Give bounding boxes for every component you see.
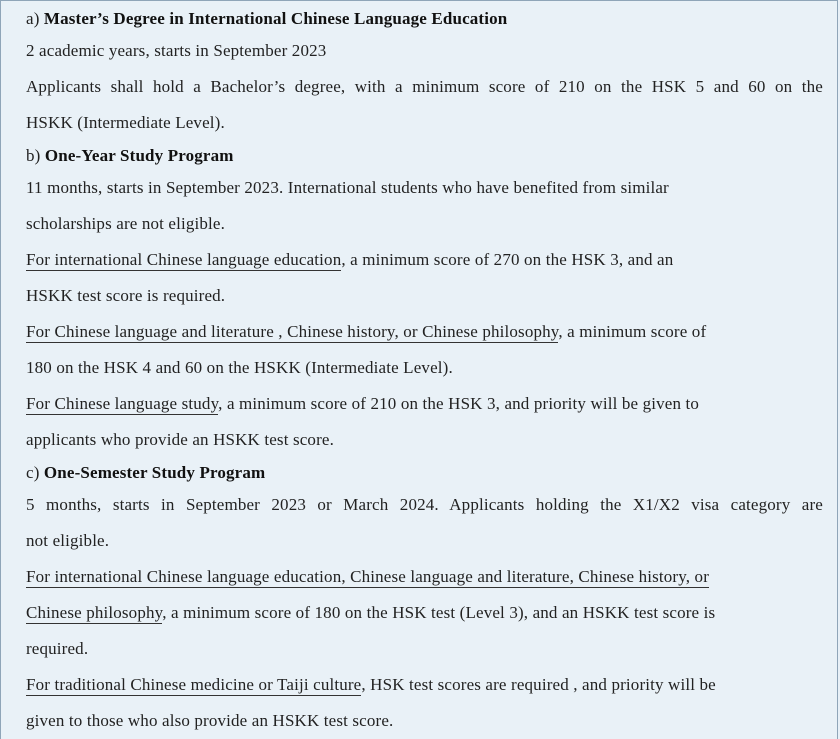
section-c-req-2-link[interactable]: For traditional Chinese medicine or Taiji culture — [26, 675, 362, 694]
section-a-prefix: a) — [26, 9, 44, 28]
section-c-title: One-Semester Study Program — [43, 463, 266, 482]
section-c-req-1-text: , a minimum score of 180 on the HSK test (Level 3), and an HSKK test score is — [162, 603, 716, 622]
section-b-heading — [26, 141, 823, 170]
section-b-req-2-line-2: 180 on the HSK 4 and 60 on the HSKK (Intermediate Level). — [26, 358, 453, 377]
section-b-req-1-line-2: HSKK test score is required. — [26, 286, 226, 305]
section-c-req-2-line-2: given to those who also provide an HSKK test score. — [26, 711, 394, 730]
section-a-heading — [26, 4, 823, 33]
section-c-req-1-line-2 — [26, 595, 823, 631]
section-c-heading — [26, 458, 823, 487]
section-c-prefix: c) — [26, 463, 44, 482]
section-c-req-1-line-3: required. — [26, 639, 89, 658]
section-b-req-3-line-2: applicants who provide an HSKK test score. — [26, 430, 334, 449]
section-b-prefix: b) — [26, 146, 45, 165]
section-a-duration: 2 academic years, starts in September 2023 — [26, 41, 327, 60]
section-b-duration-line-1: 11 months, starts in September 2023. International students who have benefited from similar — [26, 178, 669, 197]
section-c-duration-line-1: 5 months, starts in September 2023 or March 2024. Applicants holding the X1/X2 visa category are — [26, 495, 823, 514]
section-b-req-3-line-1 — [26, 386, 823, 422]
section-b-req-3-text: , a minimum score of 210 on the HSK 3, and priority will be given to — [218, 394, 700, 413]
section-b-title: One-Year Study Program — [44, 146, 234, 165]
section-c-req-1-link-part-1[interactable]: For international Chinese language education, Chinese language and literature, Chinese history, or — [26, 567, 710, 586]
section-a-title: Master’s Degree in International Chinese Language Education — [43, 9, 508, 28]
section-c-req-2-text: , HSK test scores are required , and priority will be — [361, 675, 716, 694]
section-c-req-1-link-part-2[interactable]: Chinese philosophy — [26, 603, 163, 622]
section-b-req-1-line-1 — [26, 242, 823, 278]
section-b-duration-line-2: scholarships are not eligible. — [26, 214, 226, 233]
section-a-requirement-line-2: HSKK (Intermediate Level). — [26, 113, 225, 132]
section-a-requirement-line-1: Applicants shall hold a Bachelor’s degree, with a minimum score of 210 on the HSK 5 and 60 on the — [26, 77, 823, 96]
section-b-req-2-text: , a minimum score of — [558, 322, 707, 341]
section-c-req-1-line-1 — [26, 559, 823, 595]
section-b-req-1-link[interactable]: For international Chinese language education — [26, 250, 342, 269]
section-b-req-2-link[interactable]: For Chinese language and literature , Chinese history, or Chinese philosophy — [26, 322, 559, 341]
section-b-req-1-text: , a minimum score of 270 on the HSK 3, and an — [341, 250, 674, 269]
section-b-req-3-link[interactable]: For Chinese language study — [26, 394, 219, 413]
section-c-duration-line-2: not eligible. — [26, 531, 110, 550]
section-c-req-2-line-1 — [26, 667, 823, 703]
section-b-req-2-line-1 — [26, 314, 823, 350]
scholarship-program-list — [1, 1, 837, 739]
